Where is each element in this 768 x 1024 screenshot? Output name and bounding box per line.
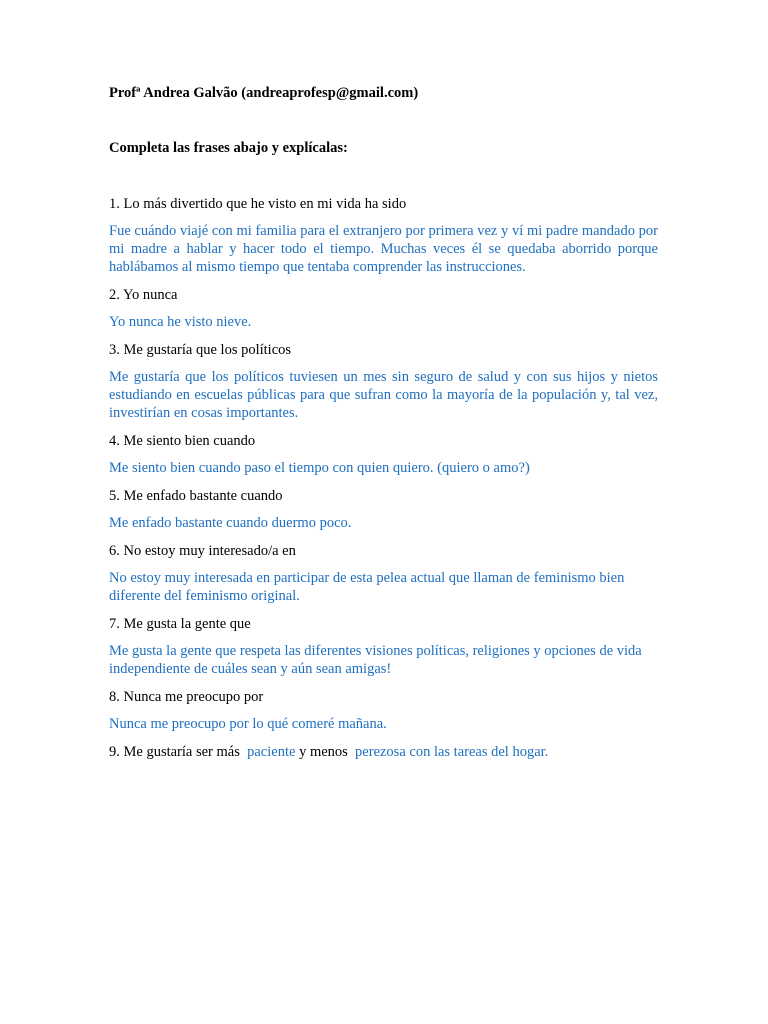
answer-7: Me gusta la gente que respeta las diferentes visiones políticas, religiones y opciones de vida independiente de cuáles sean y aún sean amigas! (109, 643, 642, 677)
answer-3: Me gustaría que los políticos tuviesen un mes sin seguro de salud y con sus hijos y nietos estudiando en escuelas públicas para que sufran como la mayoría de la populación y, tal vez, investirían en cosas importantes. (109, 369, 658, 421)
question-9 (109, 743, 658, 761)
author-header: Profª Andrea Galvão (andreaprofesp@gmail.com) (109, 85, 419, 101)
answer-4: Me siento bien cuando paso el tiempo con quien quiero. (quiero o amo?) (109, 460, 530, 476)
answer-6: No estoy muy interesada en participar de esta pelea actual que llaman de feminismo bien diferente del feminismo original. (109, 570, 625, 604)
question-9-middle: y menos (299, 744, 348, 760)
answer-9-more: paciente (247, 744, 296, 760)
answer-9-less: perezosa con las tareas del hogar. (355, 744, 549, 760)
answer-5: Me enfado bastante cuando duermo poco. (109, 515, 352, 531)
question-3: 3. Me gustaría que los políticos (109, 342, 292, 358)
exercise-instruction: Completa las frases abajo y explícalas: (109, 140, 348, 156)
question-4: 4. Me siento bien cuando (109, 433, 256, 449)
answer-1: Fue cuándo viajé con mi familia para el extranjero por primera vez y ví mi padre mandado por mi madre a hablar y hacer todo el tiempo. Muchas veces él se quedaba aborrido porque hablábamos al mismo tiempo que tentaba comprender las instrucciones. (109, 223, 658, 275)
exercise-items (109, 195, 658, 761)
question-9-prefix: 9. Me gustaría ser más (109, 744, 240, 760)
document-content (109, 84, 658, 761)
question-8: 8. Nunca me preocupo por (109, 689, 264, 705)
question-6: 6. No estoy muy interesado/a en (109, 543, 296, 559)
question-1: 1. Lo más divertido que he visto en mi vida ha sido (109, 196, 407, 212)
answer-2: Yo nunca he visto nieve. (109, 314, 252, 330)
question-7: 7. Me gusta la gente que (109, 616, 251, 632)
question-5: 5. Me enfado bastante cuando (109, 488, 283, 504)
answer-8: Nunca me preocupo por lo qué comeré mañana. (109, 716, 387, 732)
question-2: 2. Yo nunca (109, 287, 178, 303)
